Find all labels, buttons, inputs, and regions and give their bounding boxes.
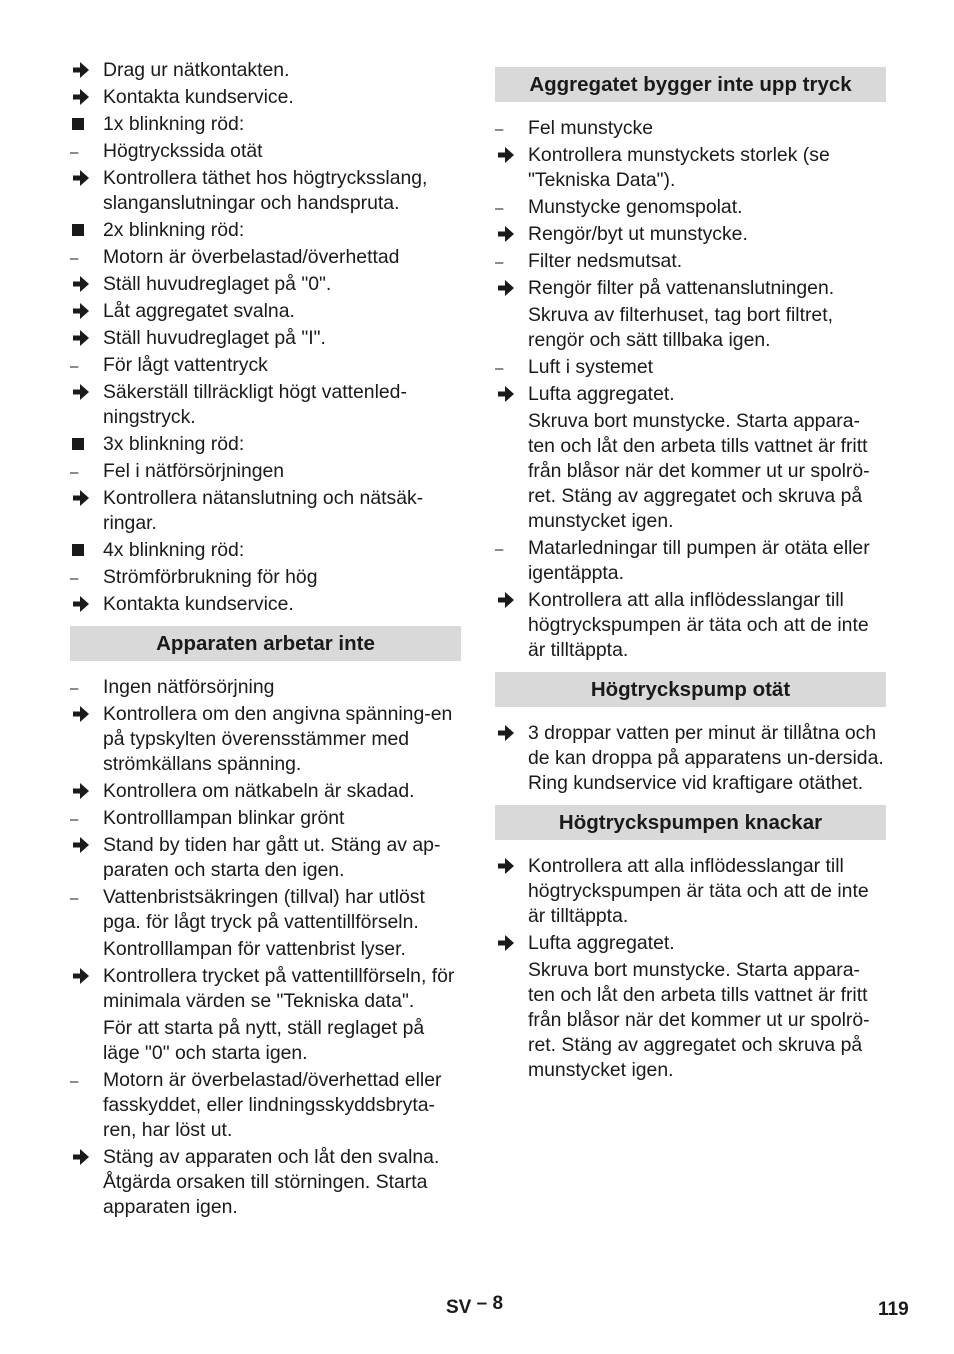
- item-text: Kontrollera nätanslutning och nätsäk-ringar.: [103, 487, 424, 534]
- error-code-item: [70, 538, 461, 563]
- cause-item: [70, 459, 461, 484]
- cause-item: [70, 675, 461, 700]
- arrow-icon: [70, 167, 100, 192]
- dash-icon: –: [70, 811, 79, 828]
- note-text: [70, 937, 461, 962]
- cause-item: [70, 245, 461, 270]
- item-text: Rengör filter på vattenanslutningen.: [528, 277, 835, 299]
- action-item: [70, 166, 461, 216]
- cause-item: [495, 195, 886, 220]
- dash-icon: –: [70, 890, 79, 907]
- dash-icon: –: [495, 254, 504, 271]
- error-code-item: [70, 218, 461, 243]
- item-text: Kontakta kundservice.: [103, 593, 294, 615]
- arrow-icon: [70, 273, 100, 298]
- note-text: [495, 958, 886, 1083]
- item-text: För att starta på nytt, ställ reglaget på läge "0" och starta igen.: [103, 1017, 425, 1064]
- dash-icon: –: [495, 200, 504, 217]
- dash-icon: –: [70, 680, 79, 697]
- item-text: 2x blinkning röd:: [103, 219, 245, 241]
- item-text: Motorn är överbelastad/överhettad: [103, 246, 400, 268]
- square-bullet-icon: [70, 432, 100, 457]
- action-item: [495, 721, 886, 796]
- item-text: Kontrollera att alla inflödesslangar till högtryckspumpen är täta och att de inte är tilltäppta.: [528, 855, 869, 927]
- arrow-icon: [70, 86, 100, 111]
- cause-item: [70, 806, 461, 831]
- item-text: Motorn är överbelastad/överhettad eller fasskyddet, eller lindningsskyddsbryta-ren, har löst ut.: [103, 1069, 442, 1141]
- dash-icon: –: [70, 1073, 79, 1090]
- action-item: [70, 486, 461, 536]
- item-text: Strömförbrukning för hög: [103, 566, 318, 588]
- dash-icon: –: [495, 360, 504, 377]
- cause-item: [70, 353, 461, 378]
- item-text: 3x blinkning röd:: [103, 433, 245, 455]
- action-item: [70, 1145, 461, 1220]
- square-bullet-icon: [70, 538, 100, 563]
- item-text: Kontrollera munstyckets storlek (se "Tekniska Data").: [528, 144, 830, 191]
- arrow-icon: [495, 589, 525, 614]
- item-text: Lufta aggregatet.: [528, 932, 675, 954]
- item-text: Kontrollera att alla inflödesslangar till högtryckspumpen är täta och att de inte är tilltäppta.: [528, 589, 869, 661]
- section-heading: Högtryckspumpen knackar: [495, 805, 886, 840]
- arrow-icon: [70, 780, 100, 805]
- item-text: Skruva bort munstycke. Starta appara-ten och låt den arbeta tills vattnet är fritt från blåsor när det kommer ut ur spolrö-ret. Stäng av aggregatet och skruva på munstycket igen.: [528, 959, 870, 1081]
- square-bullet-icon: [70, 112, 100, 137]
- dash-icon: –: [495, 121, 504, 138]
- item-text: Kontrollera täthet hos högtrycksslang, slanganslutningar och handspruta.: [103, 167, 428, 214]
- item-text: Kontrolllampan för vattenbrist lyser.: [103, 938, 406, 960]
- cause-item: [70, 139, 461, 164]
- action-item: [495, 276, 886, 301]
- arrow-icon: [70, 834, 100, 859]
- action-item: [70, 299, 461, 324]
- right-column: [495, 58, 886, 1085]
- item-text: Säkerställ tillräckligt högt vattenled-ningstryck.: [103, 381, 407, 428]
- action-item: [70, 380, 461, 430]
- error-code-item: [70, 432, 461, 457]
- action-item: [70, 702, 461, 777]
- item-text: Filter nedsmutsat.: [528, 250, 683, 272]
- error-code-item: [70, 112, 461, 137]
- arrow-icon: [70, 327, 100, 352]
- item-text: Fel munstycke: [528, 117, 653, 139]
- item-text: 1x blinkning röd:: [103, 113, 245, 135]
- item-text: Kontrollera om nätkabeln är skadad.: [103, 780, 415, 802]
- action-item: [70, 58, 461, 83]
- item-text: Fel i nätförsörjningen: [103, 460, 285, 482]
- action-item: [70, 85, 461, 110]
- cause-item: [70, 565, 461, 590]
- item-text: Lufta aggregatet.: [528, 383, 675, 405]
- note-text: [495, 409, 886, 534]
- section-heading: Högtryckspump otät: [495, 672, 886, 707]
- action-item: [495, 588, 886, 663]
- item-text: Stand by tiden har gått ut. Stäng av ap-paraten och starta den igen.: [103, 834, 441, 881]
- action-item: [70, 272, 461, 297]
- section-heading: Apparaten arbetar inte: [70, 626, 461, 661]
- arrow-icon: [70, 59, 100, 84]
- item-text: Skruva av filterhuset, tag bort filtret, rengör och sätt tillbaka igen.: [528, 304, 833, 351]
- cause-item: [495, 249, 886, 274]
- dash-icon: –: [70, 464, 79, 481]
- arrow-icon: [70, 593, 100, 618]
- dash-icon: –: [495, 541, 504, 558]
- arrow-icon: [495, 223, 525, 248]
- arrow-icon: [495, 722, 525, 747]
- footer-section-label: [446, 1293, 504, 1319]
- item-text: Ställ huvudreglaget på "0".: [103, 273, 332, 295]
- item-text: Kontrolllampan blinkar grönt: [103, 807, 345, 829]
- note-text: [70, 1016, 461, 1066]
- item-text: Kontakta kundservice.: [103, 86, 294, 108]
- cause-item: [495, 536, 886, 586]
- cause-item: [70, 885, 461, 935]
- item-text: Kontrollera om den angivna spänning-en på typskylten överensstämmer med strömkällans spänning.: [103, 703, 453, 775]
- page-number: 119: [878, 1299, 909, 1320]
- item-text: Matarledningar till pumpen är otäta eller igentäppta.: [528, 537, 870, 584]
- dash-icon: –: [70, 144, 79, 161]
- arrow-icon: [495, 932, 525, 957]
- item-text: Kontrollera trycket på vattentillförseln, för minimala värden se "Tekniska data".: [103, 965, 455, 1012]
- arrow-icon: [70, 703, 100, 728]
- section-heading: Aggregatet bygger inte upp tryck: [495, 67, 886, 102]
- action-item: [70, 833, 461, 883]
- action-item: [495, 854, 886, 929]
- square-bullet-icon: [70, 218, 100, 243]
- item-text: Rengör/byt ut munstycke.: [528, 223, 748, 245]
- action-item: [495, 382, 886, 407]
- arrow-icon: [70, 1146, 100, 1171]
- dash-icon: –: [70, 250, 79, 267]
- arrow-icon: [495, 383, 525, 408]
- action-item: [495, 931, 886, 956]
- action-item: [70, 964, 461, 1014]
- action-item: [495, 143, 886, 193]
- item-text: Drag ur nätkontakten.: [103, 59, 290, 81]
- arrow-icon: [70, 487, 100, 512]
- arrow-icon: [70, 381, 100, 406]
- action-item: [70, 326, 461, 351]
- arrow-icon: [495, 144, 525, 169]
- item-text: Skruva bort munstycke. Starta appara-ten och låt den arbeta tills vattnet är fritt från blåsor när det kommer ut ur spolrö-ret. Stäng av aggregatet och skruva på munstycket igen.: [528, 410, 870, 532]
- item-text: För lågt vattentryck: [103, 354, 268, 376]
- item-text: Munstycke genomspolat.: [528, 196, 743, 218]
- item-text: Vattenbristsäkringen (tillval) har utlöst pga. för lågt tryck på vattentillförseln.: [103, 886, 425, 933]
- footer-section-page: – 8: [476, 1293, 504, 1314]
- arrow-icon: [495, 277, 525, 302]
- dash-icon: –: [70, 358, 79, 375]
- action-item: [70, 592, 461, 617]
- item-text: Ställ huvudreglaget på "I".: [103, 327, 326, 349]
- note-text: [495, 303, 886, 353]
- item-text: Låt aggregatet svalna.: [103, 300, 295, 322]
- item-text: Ingen nätförsörjning: [103, 676, 275, 698]
- cause-item: [70, 1068, 461, 1143]
- action-item: [70, 779, 461, 804]
- item-text: Luft i systemet: [528, 356, 654, 378]
- arrow-icon: [70, 965, 100, 990]
- item-text: Stäng av apparaten och låt den svalna. Åtgärda orsaken till störningen. Starta apparaten igen.: [103, 1146, 440, 1218]
- action-item: [495, 222, 886, 247]
- cause-item: [495, 355, 886, 380]
- item-text: 4x blinkning röd:: [103, 539, 245, 561]
- left-column: [70, 58, 461, 1222]
- footer-lang: SV: [446, 1297, 472, 1318]
- arrow-icon: [70, 300, 100, 325]
- arrow-icon: [495, 855, 525, 880]
- dash-icon: –: [70, 570, 79, 587]
- item-text: Högtryckssida otät: [103, 140, 263, 162]
- cause-item: [495, 116, 886, 141]
- item-text: 3 droppar vatten per minut är tillåtna och de kan droppa på apparatens un-dersida. Ring kundservice vid kraftigare otäthet.: [528, 722, 884, 794]
